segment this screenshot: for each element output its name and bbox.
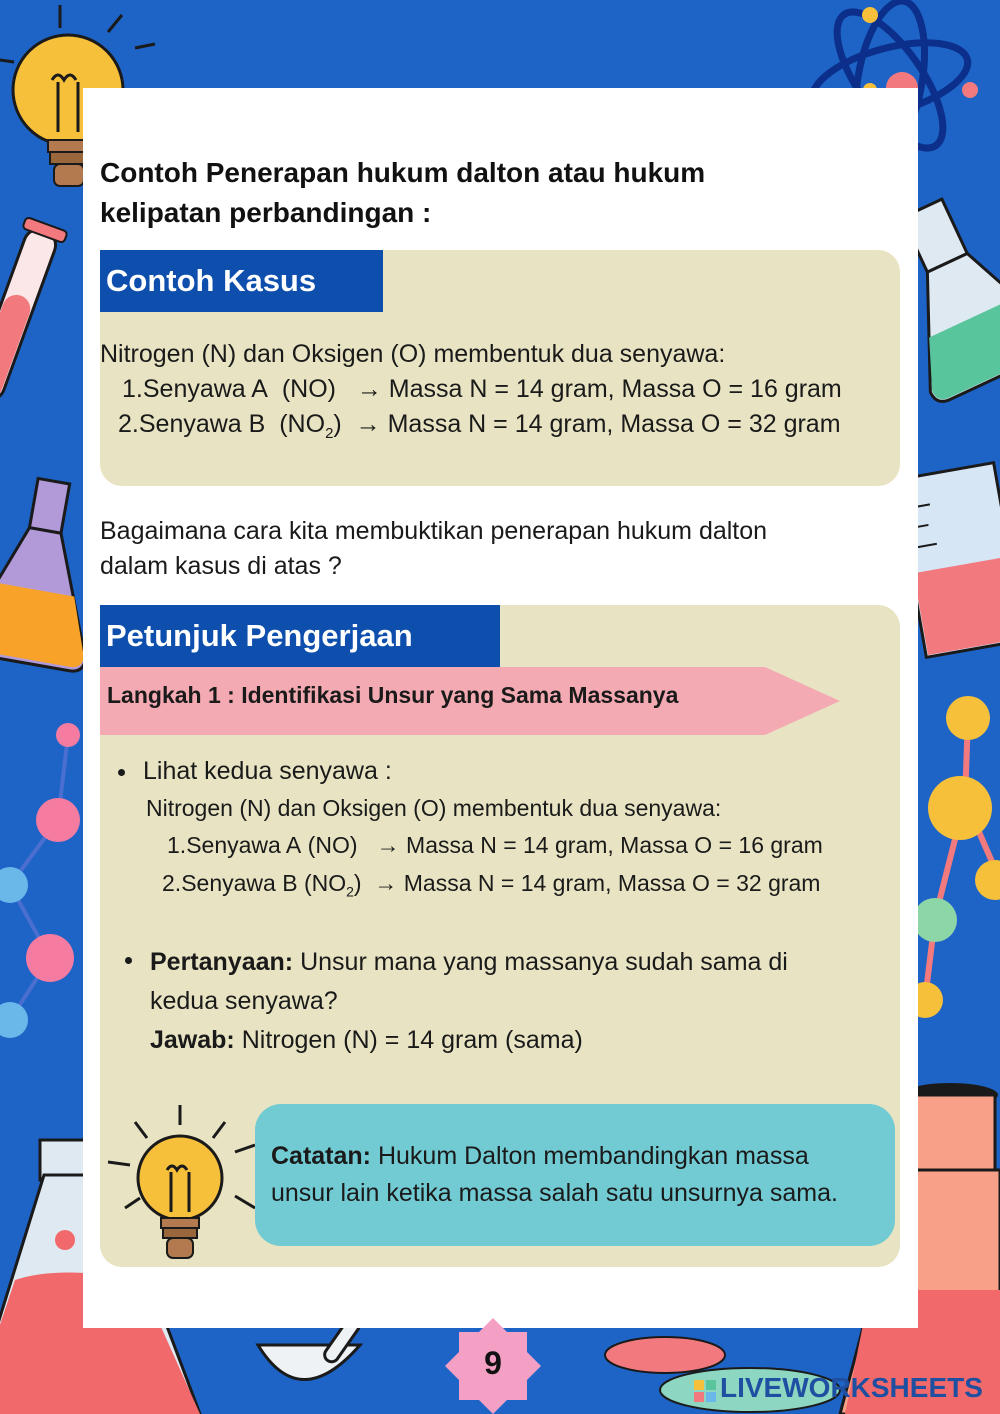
title-line-2: kelipatan perbandingan : bbox=[100, 197, 432, 228]
case-question bbox=[100, 514, 767, 584]
case-item-1 bbox=[122, 375, 842, 404]
mass-statement: → Massa N = 14 gram, Massa O = 32 gram bbox=[374, 870, 821, 896]
answer-text: Nitrogen (N) = 14 gram (sama) bbox=[241, 1026, 583, 1054]
answer-label: Jawab: bbox=[150, 1026, 235, 1054]
mass-statement: → Massa N = 14 gram, Massa O = 32 gram bbox=[355, 410, 841, 438]
item-number: 1. bbox=[122, 375, 143, 403]
note-label: Catatan: bbox=[271, 1142, 372, 1170]
compound-formula: (NO) bbox=[307, 832, 358, 858]
formula-close: ) bbox=[333, 410, 342, 438]
step-label: Langkah 1 : Identifikasi Unsur yang Sama Massanya bbox=[107, 682, 679, 708]
question-line-2: dalam kasus di atas ? bbox=[100, 552, 342, 580]
case-intro: Nitrogen (N) dan Oksigen (O) membentuk dua senyawa: bbox=[100, 340, 726, 368]
item-number: 2. bbox=[118, 410, 139, 438]
compound-formula: (NO bbox=[279, 410, 326, 438]
note-line-2: unsur lain ketika massa salah satu unsurnya sama. bbox=[271, 1179, 838, 1207]
lightbulb-icon bbox=[105, 1100, 265, 1272]
liveworksheets-brand[interactable]: LIVEWORKSHEETS bbox=[720, 1372, 983, 1403]
formula-subscript: 2 bbox=[346, 883, 354, 900]
question-line-cont: kedua senyawa? bbox=[150, 987, 338, 1015]
title-line-1: Contoh Penerapan hukum dalton atau hukum bbox=[100, 157, 706, 188]
page-number: 9 bbox=[484, 1345, 502, 1381]
note-line-1: Hukum Dalton membandingkan massa bbox=[377, 1142, 809, 1170]
question-line-1: Bagaimana cara kita membuktikan penerapan hukum dalton bbox=[100, 517, 768, 545]
compound-formula: (NO) bbox=[281, 375, 337, 403]
question-text: Unsur mana yang massanya sudah sama di bbox=[300, 948, 788, 976]
liveworksheets-logo-icon bbox=[694, 1372, 718, 1408]
formula-subscript: 2 bbox=[325, 425, 334, 442]
compound-name: Senyawa B bbox=[138, 410, 266, 438]
guide-item-1 bbox=[167, 832, 823, 859]
bullet-see-compounds: Lihat kedua senyawa : bbox=[143, 757, 392, 785]
molecule-icon bbox=[0, 723, 80, 1038]
case-tag: Contoh Kasus bbox=[100, 250, 383, 312]
guide-question-block bbox=[150, 943, 870, 1060]
mass-statement: → Massa N = 14 gram, Massa O = 16 gram bbox=[356, 375, 842, 403]
compound-name: Senyawa A bbox=[142, 375, 268, 403]
item-number: 1. bbox=[167, 832, 187, 858]
bullet-dot bbox=[118, 769, 125, 776]
test-tube-icon bbox=[0, 217, 68, 407]
guide-tag: Petunjuk Pengerjaan bbox=[100, 605, 500, 667]
question-line bbox=[150, 943, 870, 982]
note-text bbox=[271, 1138, 891, 1212]
bullet-dot bbox=[125, 957, 132, 964]
compound-formula: (NO bbox=[303, 870, 347, 896]
guide-intro: Nitrogen (N) dan Oksigen (O) membentuk dua senyawa: bbox=[146, 795, 722, 821]
page-title bbox=[100, 153, 800, 233]
mass-statement: → Massa N = 14 gram, Massa O = 16 gram bbox=[376, 832, 823, 858]
molecule-icon bbox=[907, 696, 1000, 1018]
case-item-2 bbox=[118, 410, 841, 442]
guide-item-2 bbox=[162, 870, 820, 900]
compound-name: Senyawa A bbox=[186, 832, 302, 858]
answer-line bbox=[150, 1021, 870, 1060]
formula-close: ) bbox=[353, 870, 362, 896]
item-number: 2. bbox=[162, 870, 182, 896]
question-label: Pertanyaan: bbox=[150, 948, 294, 976]
compound-name: Senyawa B bbox=[181, 870, 298, 896]
